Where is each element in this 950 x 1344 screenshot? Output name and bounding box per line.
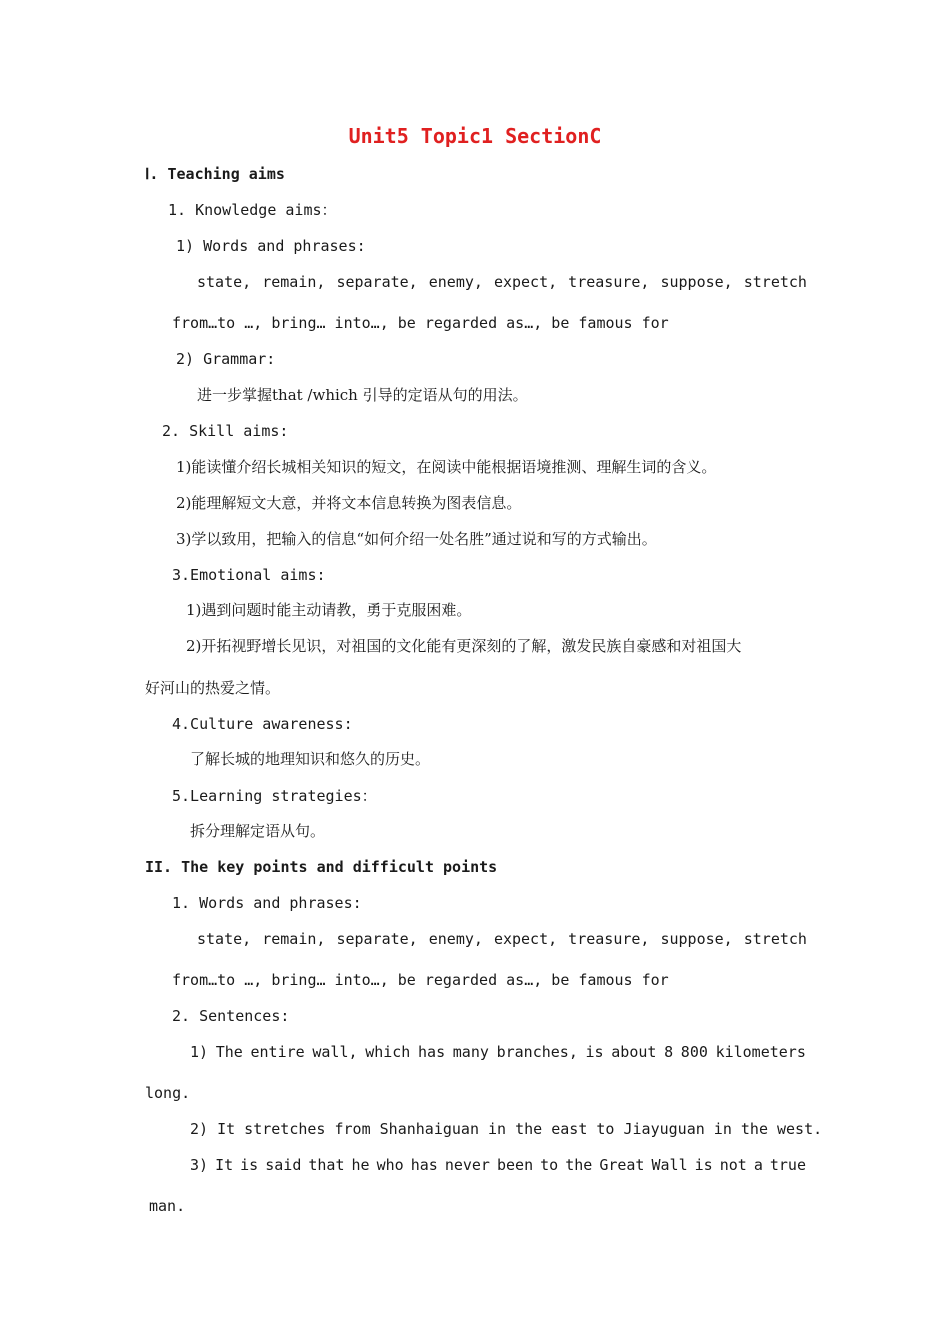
- word: branches,: [496, 1043, 578, 1061]
- word: many: [452, 1043, 489, 1061]
- word: kilometers: [715, 1043, 806, 1061]
- learning-strategies-heading: 5.Learning strategies：: [172, 787, 377, 805]
- sentence-2: 2) It stretches from Shanhaiguan in the east to Jiayuguan in the west.: [190, 1120, 823, 1138]
- word: state,: [197, 930, 252, 948]
- sentence-3-line-1: [190, 1155, 806, 1175]
- word: been: [496, 1156, 534, 1174]
- sentence-1-line-1: [190, 1042, 806, 1062]
- word: separate,: [336, 930, 418, 948]
- skill-aim-2: 2)能理解短文大意，并将文本信息转换为图表信息。: [176, 494, 522, 512]
- word: enemy,: [428, 273, 483, 291]
- word: he: [351, 1156, 370, 1174]
- word: who: [376, 1156, 404, 1174]
- culture-awareness-text: 了解长城的地理知识和悠久的历史。: [190, 750, 431, 768]
- word: true: [769, 1156, 806, 1174]
- word: wall,: [312, 1043, 358, 1061]
- word: It: [215, 1156, 234, 1174]
- word: expect,: [493, 930, 558, 948]
- word: 3): [190, 1156, 209, 1174]
- keypoints-words-label: 1. Words and phrases:: [172, 894, 362, 912]
- learning-strategies-text: 拆分理解定语从句。: [190, 822, 326, 840]
- word: entire: [250, 1043, 305, 1061]
- sentence-3-line-2: man.: [149, 1197, 186, 1215]
- word: separate,: [336, 273, 418, 291]
- word: not: [719, 1156, 747, 1174]
- word: is: [585, 1043, 604, 1061]
- knowledge-words-list: [197, 272, 807, 292]
- word: suppose,: [660, 273, 733, 291]
- skill-aim-1: 1)能读懂介绍长城相关知识的短文，在阅读中能根据语境推测、理解生词的含义。: [176, 458, 717, 476]
- word: expect,: [493, 273, 558, 291]
- word: about: [611, 1043, 657, 1061]
- word: never: [444, 1156, 490, 1174]
- emotional-aim-1: 1)遇到问题时能主动请教，勇于克服困难。: [186, 601, 472, 619]
- knowledge-words-phrases: from…to …, bring… into…, be regarded as…, be famous for: [172, 314, 669, 332]
- keypoints-words-list: [197, 929, 807, 949]
- word: that: [308, 1156, 345, 1174]
- word: enemy,: [428, 930, 483, 948]
- word: 8: [664, 1043, 674, 1061]
- word: is: [240, 1156, 259, 1174]
- word: remain,: [262, 273, 326, 291]
- word: Wall: [651, 1156, 688, 1174]
- emotional-aim-2-line-2: 好河山的热爱之情。: [145, 679, 281, 697]
- skill-aims-heading: 2. Skill aims:: [162, 422, 289, 440]
- keypoints-words-phrases: from…to …, bring… into…, be regarded as…, be famous for: [172, 971, 669, 989]
- word: a: [753, 1156, 763, 1174]
- word: is: [694, 1156, 713, 1174]
- sentence-1-line-2: long.: [145, 1084, 191, 1102]
- word: remain,: [262, 930, 326, 948]
- word: said: [265, 1156, 302, 1174]
- word: to: [540, 1156, 559, 1174]
- word: 800: [680, 1043, 708, 1061]
- emotional-aims-heading: 3.Emotional aims:: [172, 566, 326, 584]
- word: 1): [190, 1043, 209, 1061]
- word: stretch: [743, 930, 807, 948]
- skill-aim-3: 3)学以致用，把输入的信息“如何介绍一处名胜”通过说和写的方式输出。: [176, 530, 657, 548]
- section-1-heading: Ⅰ. Teaching aims: [145, 165, 285, 183]
- word: The: [215, 1043, 243, 1061]
- word: stretch: [743, 273, 807, 291]
- word: which: [365, 1043, 411, 1061]
- word: has: [410, 1156, 438, 1174]
- knowledge-words-label: 1) Words and phrases:: [176, 237, 366, 255]
- word: suppose,: [660, 930, 733, 948]
- word: Great: [599, 1156, 645, 1174]
- knowledge-grammar-text: 进一步掌握that /which 引导的定语从句的用法。: [197, 386, 528, 404]
- word: state,: [197, 273, 252, 291]
- sentences-label: 2. Sentences:: [172, 1007, 290, 1025]
- section-2-heading: II. The key points and difficult points: [145, 858, 498, 876]
- knowledge-aims-heading: 1. Knowledge aims：: [168, 201, 337, 219]
- emotional-aim-2-line-1: 2)开拓视野增长见识，对祖国的文化能有更深刻的了解，激发民族自豪感和对祖国大: [186, 637, 742, 655]
- word: treasure,: [568, 273, 650, 291]
- word: has: [418, 1043, 446, 1061]
- culture-awareness-heading: 4.Culture awareness:: [172, 715, 353, 733]
- word: the: [565, 1156, 593, 1174]
- page-title: Unit5 Topic1 SectionC: [348, 124, 602, 148]
- knowledge-grammar-label: 2) Grammar:: [176, 350, 276, 368]
- word: treasure,: [568, 930, 650, 948]
